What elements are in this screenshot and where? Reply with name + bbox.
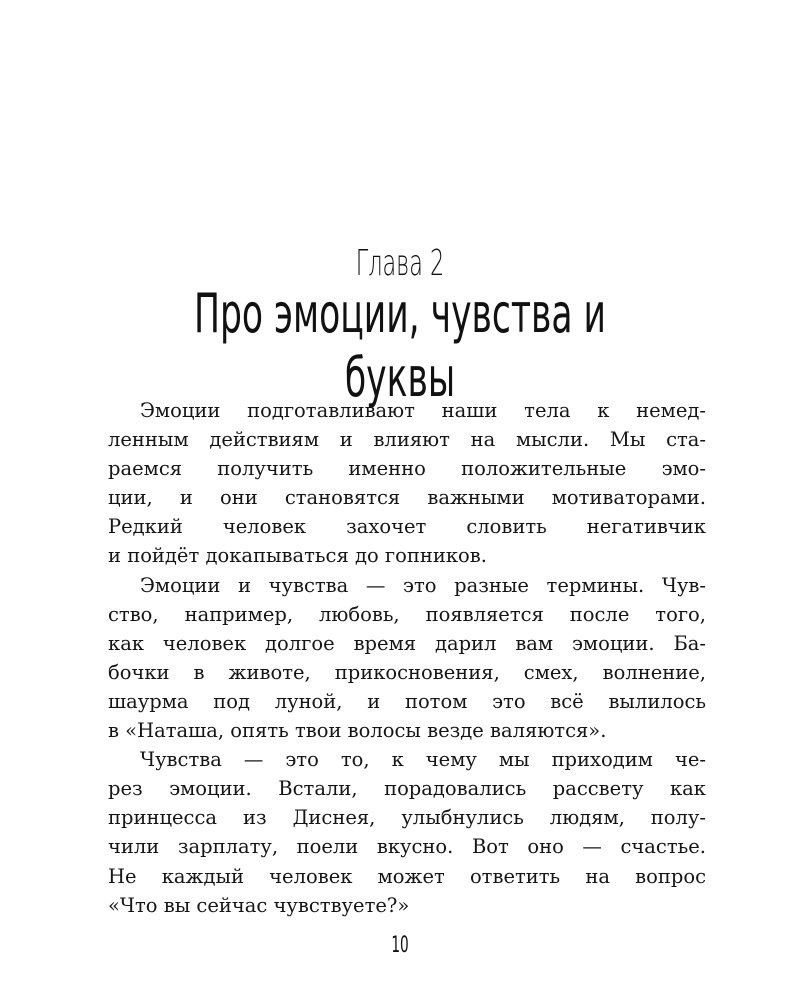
page-number: 10 [391, 933, 409, 958]
text-line: принцесса из Диснея, улыбнулись людям, полу- [108, 806, 706, 830]
chapter-number: Глава 2 [355, 243, 445, 284]
text-line: бочки в животе, прикосновения, смех, волнение, [108, 660, 706, 684]
text-line: ленным действиям и влияют на мысли. Мы ста- [108, 428, 706, 452]
text-line: раемся получить именно положительные эмо- [108, 457, 706, 481]
chapter-body [108, 396, 706, 920]
chapter-title: Про эмоции, чувства и буквы [193, 282, 607, 409]
text-line: ство, например, любовь, появляется после того, [108, 602, 706, 626]
text-line: как человек долгое время дарил вам эмоции. Ба- [108, 631, 706, 655]
text-line: в «Наташа, опять твои волосы везде валяются». [108, 719, 607, 743]
text-line: и пойдёт докапываться до гопников. [108, 544, 487, 568]
text-line: Редкий человек захочет словить негативчик [108, 515, 706, 539]
text-line: «Что вы сейчас чувствуете?» [108, 893, 410, 917]
text-line: рез эмоции. Встали, порадовались рассвету как [108, 777, 706, 801]
text-line: Эмоции подготавливают наши тела к немед- [140, 399, 706, 422]
text-line: Не каждый человек может ответить на вопрос [108, 864, 706, 888]
text-line: ции, и они становятся важными мотиваторами. [108, 486, 706, 510]
text-line: чили зарплату, поели вкусно. Вот оно — счастье. [108, 835, 706, 859]
text-line: Эмоции и чувства — это разные термины. Чув- [140, 573, 706, 597]
text-line: Чувства — это то, к чему мы приходим че- [140, 748, 706, 772]
text-line: шаурма под луной, и потом это всё вылилось [108, 689, 706, 713]
